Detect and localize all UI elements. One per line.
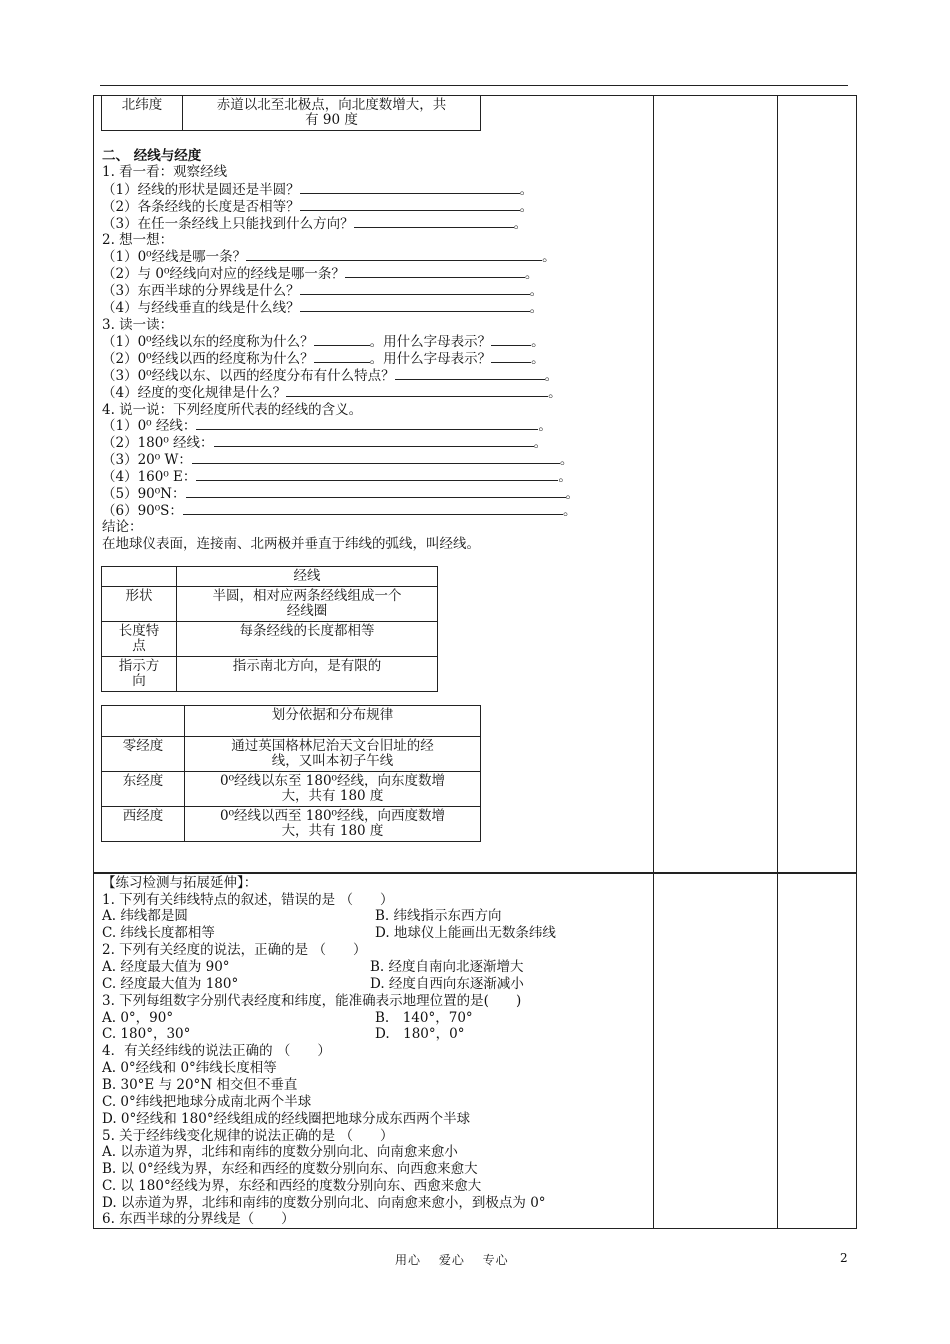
q1-option-a: A. 纬线都是圆: [102, 908, 188, 924]
answer-blank[interactable]: [491, 334, 531, 346]
q5-option-c: C. 以 180°经线为界，东经和西经的度数分别向东、西愈来愈大: [102, 1178, 482, 1194]
think-q3: [102, 283, 543, 299]
q3-option-c: C. 180°，30°: [102, 1026, 191, 1042]
header-meridian: 经线: [177, 567, 438, 587]
row-value: 每条经线的长度都相等: [177, 622, 438, 657]
q-text: （2）各条经线的长度是否相等？: [102, 199, 300, 215]
q1-option-c: C. 纬线长度都相等: [102, 925, 215, 941]
lower-col-divider-1: [653, 872, 654, 1228]
q2-option-b: B. 经度自南向北逐渐增大: [370, 959, 524, 975]
say-q2: [102, 435, 547, 451]
q1-option-d: D. 地球仪上能画出无数条纬线: [375, 925, 556, 941]
table-north-latitude: [101, 95, 481, 131]
q-text: （4）160⁰ E：: [102, 469, 197, 485]
q-text: （4）与经线垂直的线是什么线？: [102, 300, 300, 316]
read-q4: [102, 385, 562, 401]
header-division: 划分依据和分布规律: [185, 706, 481, 737]
answer-blank[interactable]: [314, 351, 370, 363]
q2-option-a: A. 经度最大值为 90°: [102, 959, 230, 975]
section-title: 二、 经线与经度: [102, 148, 202, 164]
row-label: [102, 657, 177, 692]
q-text: 。用什么字母表示？: [369, 334, 492, 350]
line: 0⁰经线以东至 180⁰经线，向东度数增: [220, 773, 445, 789]
q4-option-c: C. 0°纬线把地球分成南北两个半球: [102, 1094, 312, 1110]
row-label: 东经度: [102, 772, 185, 807]
think-head: 2. 想一想：: [102, 232, 174, 248]
look-q2: [102, 199, 533, 215]
answer-blank[interactable]: [300, 283, 530, 295]
q2-option-c: C. 经度最大值为 180°: [102, 976, 239, 992]
q-text: （3）在任一条经线上只能找到什么方向？: [102, 216, 354, 232]
practice-q2: 2. 下列有关经度的说法，正确的是 （ ）: [102, 942, 367, 958]
q-text: （4）经度的变化规律是什么？: [102, 385, 287, 401]
q-text: （3）0⁰经线以东、以西的经度分布有什么特点？: [102, 368, 395, 384]
period: 。: [533, 435, 548, 451]
q-text: （3）20⁰ W：: [102, 452, 192, 468]
practice-head: 【练习检测与拓展延伸】：: [102, 875, 258, 891]
q4-option-b: B. 30°E 与 20°N 相交但不垂直: [102, 1077, 298, 1093]
table-meridian: [101, 566, 438, 692]
say-q5: [102, 486, 579, 502]
upper-col-divider-1: [653, 95, 654, 873]
period: 。: [529, 283, 544, 299]
header-empty: [102, 567, 177, 587]
row-value: 指示南北方向，是有限的: [177, 657, 438, 692]
row-label: [102, 622, 177, 657]
footer-motto: 用心 爱心 专心: [395, 1253, 509, 1267]
cell-desc-line1: 赤道以北至北极点，向北度数增大，共: [216, 97, 447, 113]
q-text: （1）经线的形状是圆还是半圆？: [102, 182, 300, 198]
line: 线，又叫本初子午线: [271, 753, 394, 769]
line: 大，共有 180 度: [281, 823, 384, 839]
q3-option-d: D. 180°，0°: [375, 1026, 465, 1042]
row-value: [185, 772, 481, 807]
line: 半圆，相对应两条经线组成一个: [212, 588, 402, 604]
q-text: （6）90⁰S：: [102, 503, 183, 519]
page-number: 2: [840, 1251, 848, 1265]
say-q3: [102, 452, 573, 468]
q-text: 。用什么字母表示？: [369, 351, 492, 367]
period: 。: [531, 351, 545, 367]
answer-blank[interactable]: [300, 300, 530, 312]
q-text: （1）0⁰经线是哪一条？: [102, 249, 247, 265]
line: 长度特: [118, 623, 160, 639]
line: 通过英国格林尼治天文台旧址的经: [231, 738, 434, 754]
say-head: 4. 说一说：下列经度所代表的经线的含义。: [102, 402, 363, 418]
practice-q4: 4．有关经纬线的说法正确的 （ ）: [102, 1043, 331, 1059]
table-longitude: [101, 705, 481, 842]
row-label: 西经度: [102, 807, 185, 842]
period: 。: [544, 368, 559, 384]
think-q1: [102, 249, 556, 265]
practice-q1: 1. 下列有关纬线特点的叙述，错误的是 （ ）: [102, 892, 394, 908]
answer-blank[interactable]: [214, 435, 534, 447]
answer-blank[interactable]: [196, 418, 538, 430]
line: 大，共有 180 度: [281, 788, 384, 804]
answer-blank[interactable]: [192, 452, 560, 464]
row-value: [185, 807, 481, 842]
q1-option-b: B. 纬线指示东西方向: [375, 908, 502, 924]
answer-blank[interactable]: [345, 266, 525, 278]
period: 。: [524, 266, 539, 282]
q3-option-a: A. 0°，90°: [102, 1010, 174, 1026]
say-q1: [102, 418, 552, 434]
look-q3: [102, 216, 527, 232]
answer-blank[interactable]: [300, 182, 520, 194]
q-text: （3）东西半球的分界线是什么？: [102, 283, 300, 299]
answer-blank[interactable]: [354, 216, 514, 228]
q4-option-d: D. 0°经线和 180°经线组成的经线圈把地球分成东西两个半球: [102, 1111, 471, 1127]
q2-option-d: D. 经度自西向东逐渐减小: [370, 976, 524, 992]
look-q1: [102, 182, 533, 198]
conclusion-text: 在地球仪表面，连接南、北两极并垂直于纬线的弧线，叫经线。: [102, 536, 480, 552]
practice-q5: 5. 关于经纬线变化规律的说法正确的是 （ ）: [102, 1128, 394, 1144]
period: 。: [513, 216, 528, 232]
think-q4: [102, 300, 543, 316]
period: 。: [542, 249, 556, 265]
read-q3: [102, 368, 558, 384]
q-text: （2）与 0⁰经线向对应的经线是哪一条？: [102, 266, 345, 282]
say-q4: [102, 469, 572, 485]
q-text: （1）0⁰ 经线：: [102, 418, 197, 434]
answer-blank[interactable]: [183, 503, 563, 515]
practice-q3: 3. 下列每组数字分别代表经度和纬度，能准确表示地理位置的是( ): [102, 993, 522, 1009]
line: 指示方: [118, 658, 160, 674]
period: 。: [538, 418, 552, 434]
line: 点: [132, 638, 146, 654]
period: 。: [559, 452, 574, 468]
header-rule: [100, 85, 848, 86]
cell-desc-line2: 有 90 度: [305, 112, 358, 128]
answer-blank[interactable]: [186, 486, 566, 498]
q5-option-b: B. 以 0°经线为界，东经和西经的度数分别向东、向西愈来愈大: [102, 1161, 478, 1177]
period: 。: [519, 199, 534, 215]
q-text: （5）90⁰N：: [102, 486, 186, 502]
answer-blank[interactable]: [246, 249, 542, 261]
row-value: [177, 587, 438, 622]
period: 。: [562, 503, 577, 519]
answer-blank[interactable]: [395, 368, 545, 380]
look-head: 1. 看一看：观察经线: [102, 164, 228, 180]
practice-q6: 6. 东西半球的分界线是（ ）: [102, 1211, 295, 1227]
answer-blank[interactable]: [286, 385, 548, 397]
q5-option-d: D. 以赤道为界，北纬和南纬的度数分别向北、向南愈来愈小，到极点为 0°: [102, 1195, 546, 1211]
cell-desc: [183, 96, 481, 131]
period: 。: [548, 385, 562, 401]
q-text: （2）0⁰经线以西的经度称为什么？: [102, 351, 314, 367]
read-head: 3. 读一读：: [102, 317, 174, 333]
answer-blank[interactable]: [300, 199, 520, 211]
read-q2: [102, 351, 545, 367]
read-q1: [102, 334, 545, 350]
period: 。: [529, 300, 544, 316]
row-label: 零经度: [102, 737, 185, 772]
line: 0⁰经线以西至 180⁰经线，向西度数增: [220, 808, 445, 824]
line: 向: [132, 673, 146, 689]
line: 经线圈: [286, 603, 328, 619]
q-text: （2）180⁰ 经线：: [102, 435, 214, 451]
upper-col-divider-2: [777, 95, 778, 873]
period: 。: [519, 182, 534, 198]
q3-option-b: B. 140°，70°: [375, 1010, 473, 1026]
period: 。: [565, 486, 579, 502]
answer-blank[interactable]: [314, 334, 370, 346]
conclusion-head: 结论：: [102, 519, 143, 535]
lower-col-divider-2: [777, 872, 778, 1228]
answer-blank[interactable]: [491, 351, 531, 363]
answer-blank[interactable]: [196, 469, 558, 481]
think-q2: [102, 266, 538, 282]
row-label: 形状: [102, 587, 177, 622]
row-value: [185, 737, 481, 772]
q-text: （1）0⁰经线以东的经度称为什么？: [102, 334, 314, 350]
period: 。: [531, 334, 545, 350]
header-empty: [102, 706, 185, 737]
q4-option-a: A. 0°经线和 0°纬线长度相等: [102, 1060, 277, 1076]
cell-label: 北纬度: [102, 96, 183, 131]
say-q6: [102, 503, 576, 519]
period: 。: [558, 469, 572, 485]
q5-option-a: A. 以赤道为界，北纬和南纬的度数分别向北、向南愈来愈小: [102, 1144, 458, 1160]
